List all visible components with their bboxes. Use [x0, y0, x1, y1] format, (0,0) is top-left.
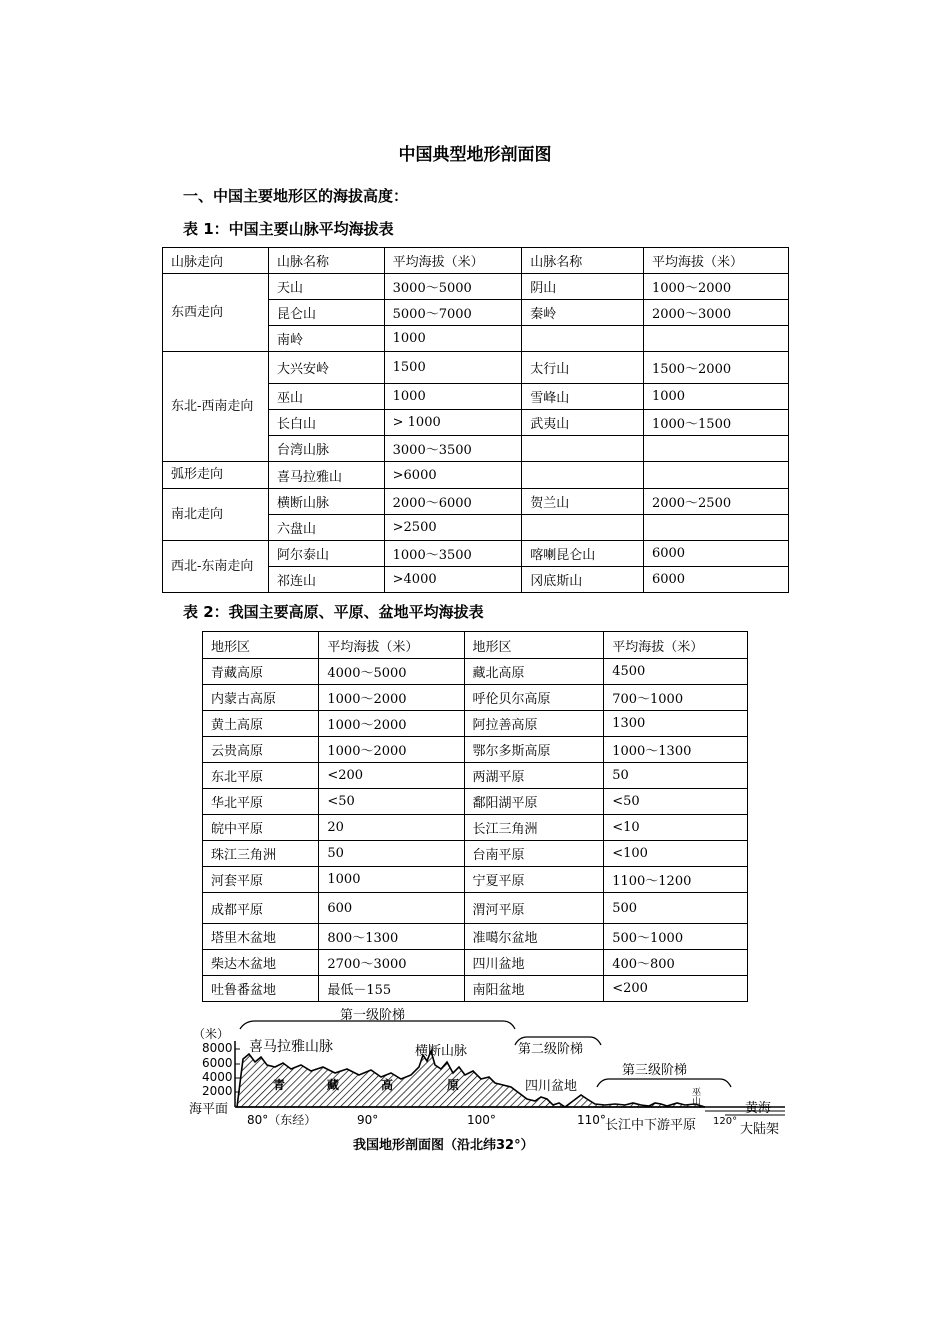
landform-cell: 青藏高原: [203, 659, 319, 685]
mountain-cell: [522, 436, 644, 462]
landform-cell: 河套平原: [203, 867, 319, 893]
table-row: [163, 489, 789, 515]
x-tick-label: 120°: [713, 1116, 738, 1127]
landform-cell: 20: [319, 815, 464, 841]
landform-cell: 1300: [604, 711, 748, 737]
mountain-cell: 5000～7000: [384, 300, 522, 326]
table2-header-cell: 平均海拔（米）: [319, 632, 464, 659]
table-row: [203, 815, 748, 841]
mountain-cell: 喀喇昆仑山: [522, 541, 644, 567]
landform-cell: 宁夏平原: [464, 867, 604, 893]
mountain-cell: 1000: [384, 384, 522, 410]
landform-cell: 700～1000: [604, 685, 748, 711]
landform-cell: 4000～5000: [319, 659, 464, 685]
mountain-cell: 雪峰山: [522, 384, 644, 410]
mountain-cell: 6000: [643, 541, 788, 567]
mountain-cell: 大兴安岭: [269, 352, 385, 384]
mountain-cell: >4000: [384, 567, 522, 593]
landform-cell: 600: [319, 893, 464, 924]
plateau-char: 高: [381, 1078, 394, 1092]
mountain-cell: 祁连山: [269, 567, 385, 593]
mountain-cell: 太行山: [522, 352, 644, 384]
mountain-cell: 阿尔泰山: [269, 541, 385, 567]
mountain-cell: 六盘山: [269, 515, 385, 541]
x-tick-label: 100°: [467, 1113, 496, 1127]
step-label: 第三级阶梯: [622, 1063, 688, 1078]
sea-level-label: 海平面: [189, 1102, 229, 1117]
landform-cell: 1000～2000: [319, 685, 464, 711]
table2-header-cell: 地形区: [464, 632, 604, 659]
plateau-char: 藏: [327, 1078, 340, 1092]
landform-cell: 阿拉善高原: [464, 711, 604, 737]
landform-cell: <50: [604, 789, 748, 815]
mountain-cell: 6000: [643, 567, 788, 593]
table-row: [203, 950, 748, 976]
landform-label: 长江中下游平原: [605, 1118, 697, 1133]
mountain-cell: [522, 462, 644, 489]
mountain-cell: >6000: [384, 462, 522, 489]
landform-cell: <200: [604, 976, 748, 1002]
landform-label: 大陆架: [740, 1122, 780, 1137]
table-row: [203, 924, 748, 950]
landform-cell: 呼伦贝尔高原: [464, 685, 604, 711]
landform-cell: 800～1300: [319, 924, 464, 950]
step-label: 第二级阶梯: [518, 1042, 584, 1057]
table-row: [203, 737, 748, 763]
landform-cell: 500: [604, 893, 748, 924]
mountain-cell: 南岭: [269, 326, 385, 352]
landform-label: 横断山脉: [415, 1044, 468, 1059]
table2-caption: 表 2：我国主要高原、平原、盆地平均海拔表: [183, 603, 484, 621]
landform-cell: 东北平原: [203, 763, 319, 789]
landform-cell: 塔里木盆地: [203, 924, 319, 950]
landform-cell: 1000～2000: [319, 737, 464, 763]
mountain-cell: 1000: [384, 326, 522, 352]
terrain-profile-diagram: [185, 1007, 790, 1157]
landform-cell: 500～1000: [604, 924, 748, 950]
table-row: [203, 841, 748, 867]
table-row: [203, 976, 748, 1002]
landform-cell: 渭河平原: [464, 893, 604, 924]
mountain-direction-cell: 东北-西南走向: [163, 352, 269, 462]
landform-cell: 云贵高原: [203, 737, 319, 763]
landform-cell: 1000～2000: [319, 711, 464, 737]
landform-cell: <10: [604, 815, 748, 841]
x-tick-label: 80°（东经）: [247, 1113, 317, 1127]
table-row: [163, 462, 789, 489]
table-row: [203, 789, 748, 815]
landform-cell: <200: [319, 763, 464, 789]
mountain-cell: 昆仑山: [269, 300, 385, 326]
mountain-cell: 贺兰山: [522, 489, 644, 515]
mountain-cell: 秦岭: [522, 300, 644, 326]
y-tick-label: 2000: [202, 1084, 233, 1098]
mountain-cell: [522, 515, 644, 541]
section-heading: 一、中国主要地形区的海拔高度：: [183, 187, 409, 205]
landform-cell: 最低－155: [319, 976, 464, 1002]
mountain-cell: 2000～6000: [384, 489, 522, 515]
landform-cell: 2700～3000: [319, 950, 464, 976]
mountain-cell: 阴山: [522, 274, 644, 300]
mountain-cell: 1000～2000: [643, 274, 788, 300]
mountain-cell: 3000～3500: [384, 436, 522, 462]
mountain-direction-cell: 东西走向: [163, 274, 269, 352]
table1-header-cell: 山脉名称: [522, 248, 644, 274]
x-tick-label: 90°: [357, 1113, 379, 1127]
landform-cell: 内蒙古高原: [203, 685, 319, 711]
landform-cell: 1000: [319, 867, 464, 893]
table-row: [203, 685, 748, 711]
table1-header-cell: 平均海拔（米）: [643, 248, 788, 274]
mountain-cell: 1000～1500: [643, 410, 788, 436]
landform-cell: 藏北高原: [464, 659, 604, 685]
landform-cell: 50: [319, 841, 464, 867]
mountain-cell: 武夷山: [522, 410, 644, 436]
table-row: [163, 541, 789, 567]
landform-cell: 台南平原: [464, 841, 604, 867]
table-row: [163, 352, 789, 384]
landform-cell: 南阳盆地: [464, 976, 604, 1002]
table-row: [203, 893, 748, 924]
y-tick-label: 6000: [202, 1056, 233, 1070]
landform-cell: 皖中平原: [203, 815, 319, 841]
mountain-char: 山: [692, 1097, 702, 1107]
landform-cell: 华北平原: [203, 789, 319, 815]
mountain-cell: 喜马拉雅山: [269, 462, 385, 489]
mountain-cell: 3000～5000: [384, 274, 522, 300]
plateau-char: 青: [273, 1078, 286, 1092]
mountain-cell: 1500: [384, 352, 522, 384]
mountain-cell: [522, 326, 644, 352]
landform-cell: 两湖平原: [464, 763, 604, 789]
table1-header-cell: 山脉走向: [163, 248, 269, 274]
mountain-cell: 台湾山脉: [269, 436, 385, 462]
mountain-cell: 1000: [643, 384, 788, 410]
table1-header-cell: 平均海拔（米）: [384, 248, 522, 274]
mountain-elevation-table: [162, 247, 789, 593]
mountain-direction-cell: 南北走向: [163, 489, 269, 541]
landform-cell: 400～800: [604, 950, 748, 976]
mountain-cell: 冈底斯山: [522, 567, 644, 593]
plateau-char: 原: [447, 1078, 460, 1092]
landform-label: 喜马拉雅山脉: [249, 1039, 333, 1055]
landform-cell: 黄土高原: [203, 711, 319, 737]
profile-caption: 我国地形剖面图（沿北纬32°）: [353, 1138, 534, 1153]
landform-cell: 吐鲁番盆地: [203, 976, 319, 1002]
landform-cell: <50: [319, 789, 464, 815]
landform-cell: 1100～1200: [604, 867, 748, 893]
landform-elevation-table: [202, 631, 748, 1002]
step-label: 第一级阶梯: [340, 1008, 406, 1023]
mountain-cell: [643, 462, 788, 489]
y-tick-label: 4000: [202, 1070, 233, 1084]
mountain-cell: >2500: [384, 515, 522, 541]
mountain-direction-cell: 西北-东南走向: [163, 541, 269, 593]
table-row: [203, 659, 748, 685]
table1-caption: 表 1：中国主要山脉平均海拔表: [183, 220, 394, 238]
landform-cell: 鄱阳湖平原: [464, 789, 604, 815]
y-tick-label: 8000: [202, 1041, 233, 1055]
landform-cell: 1000～1300: [604, 737, 748, 763]
landform-cell: 鄂尔多斯高原: [464, 737, 604, 763]
landform-label: 黄海: [745, 1101, 772, 1116]
table1-header-cell: 山脉名称: [269, 248, 385, 274]
mountain-cell: 巫山: [269, 384, 385, 410]
y-unit-label: （米）: [193, 1027, 230, 1041]
landform-cell: 成都平原: [203, 893, 319, 924]
table2-header-cell: 平均海拔（米）: [604, 632, 748, 659]
table-row: [203, 711, 748, 737]
mountain-direction-cell: 弧形走向: [163, 462, 269, 489]
landform-cell: 四川盆地: [464, 950, 604, 976]
landform-cell: 珠江三角洲: [203, 841, 319, 867]
mountain-cell: > 1000: [384, 410, 522, 436]
mountain-char: 巫: [692, 1088, 702, 1098]
table-row: [163, 274, 789, 300]
mountain-cell: 横断山脉: [269, 489, 385, 515]
mountain-cell: [643, 515, 788, 541]
mountain-cell: 1500～2000: [643, 352, 788, 384]
table-row: [203, 867, 748, 893]
mountain-cell: 天山: [269, 274, 385, 300]
mountain-cell: [643, 436, 788, 462]
landform-cell: 准噶尔盆地: [464, 924, 604, 950]
landform-cell: <100: [604, 841, 748, 867]
landform-cell: 4500: [604, 659, 748, 685]
landform-cell: 长江三角洲: [464, 815, 604, 841]
table-row: [203, 763, 748, 789]
mountain-cell: 2000～3000: [643, 300, 788, 326]
table2-header-cell: 地形区: [203, 632, 319, 659]
landform-cell: 柴达木盆地: [203, 950, 319, 976]
x-tick-label: 110°: [577, 1113, 606, 1127]
mountain-cell: 长白山: [269, 410, 385, 436]
mountain-cell: 2000～2500: [643, 489, 788, 515]
mountain-cell: 1000～3500: [384, 541, 522, 567]
landform-cell: 50: [604, 763, 748, 789]
landform-label: 四川盆地: [525, 1079, 578, 1094]
mountain-cell: [643, 326, 788, 352]
page-title: 中国典型地形剖面图: [398, 145, 552, 165]
